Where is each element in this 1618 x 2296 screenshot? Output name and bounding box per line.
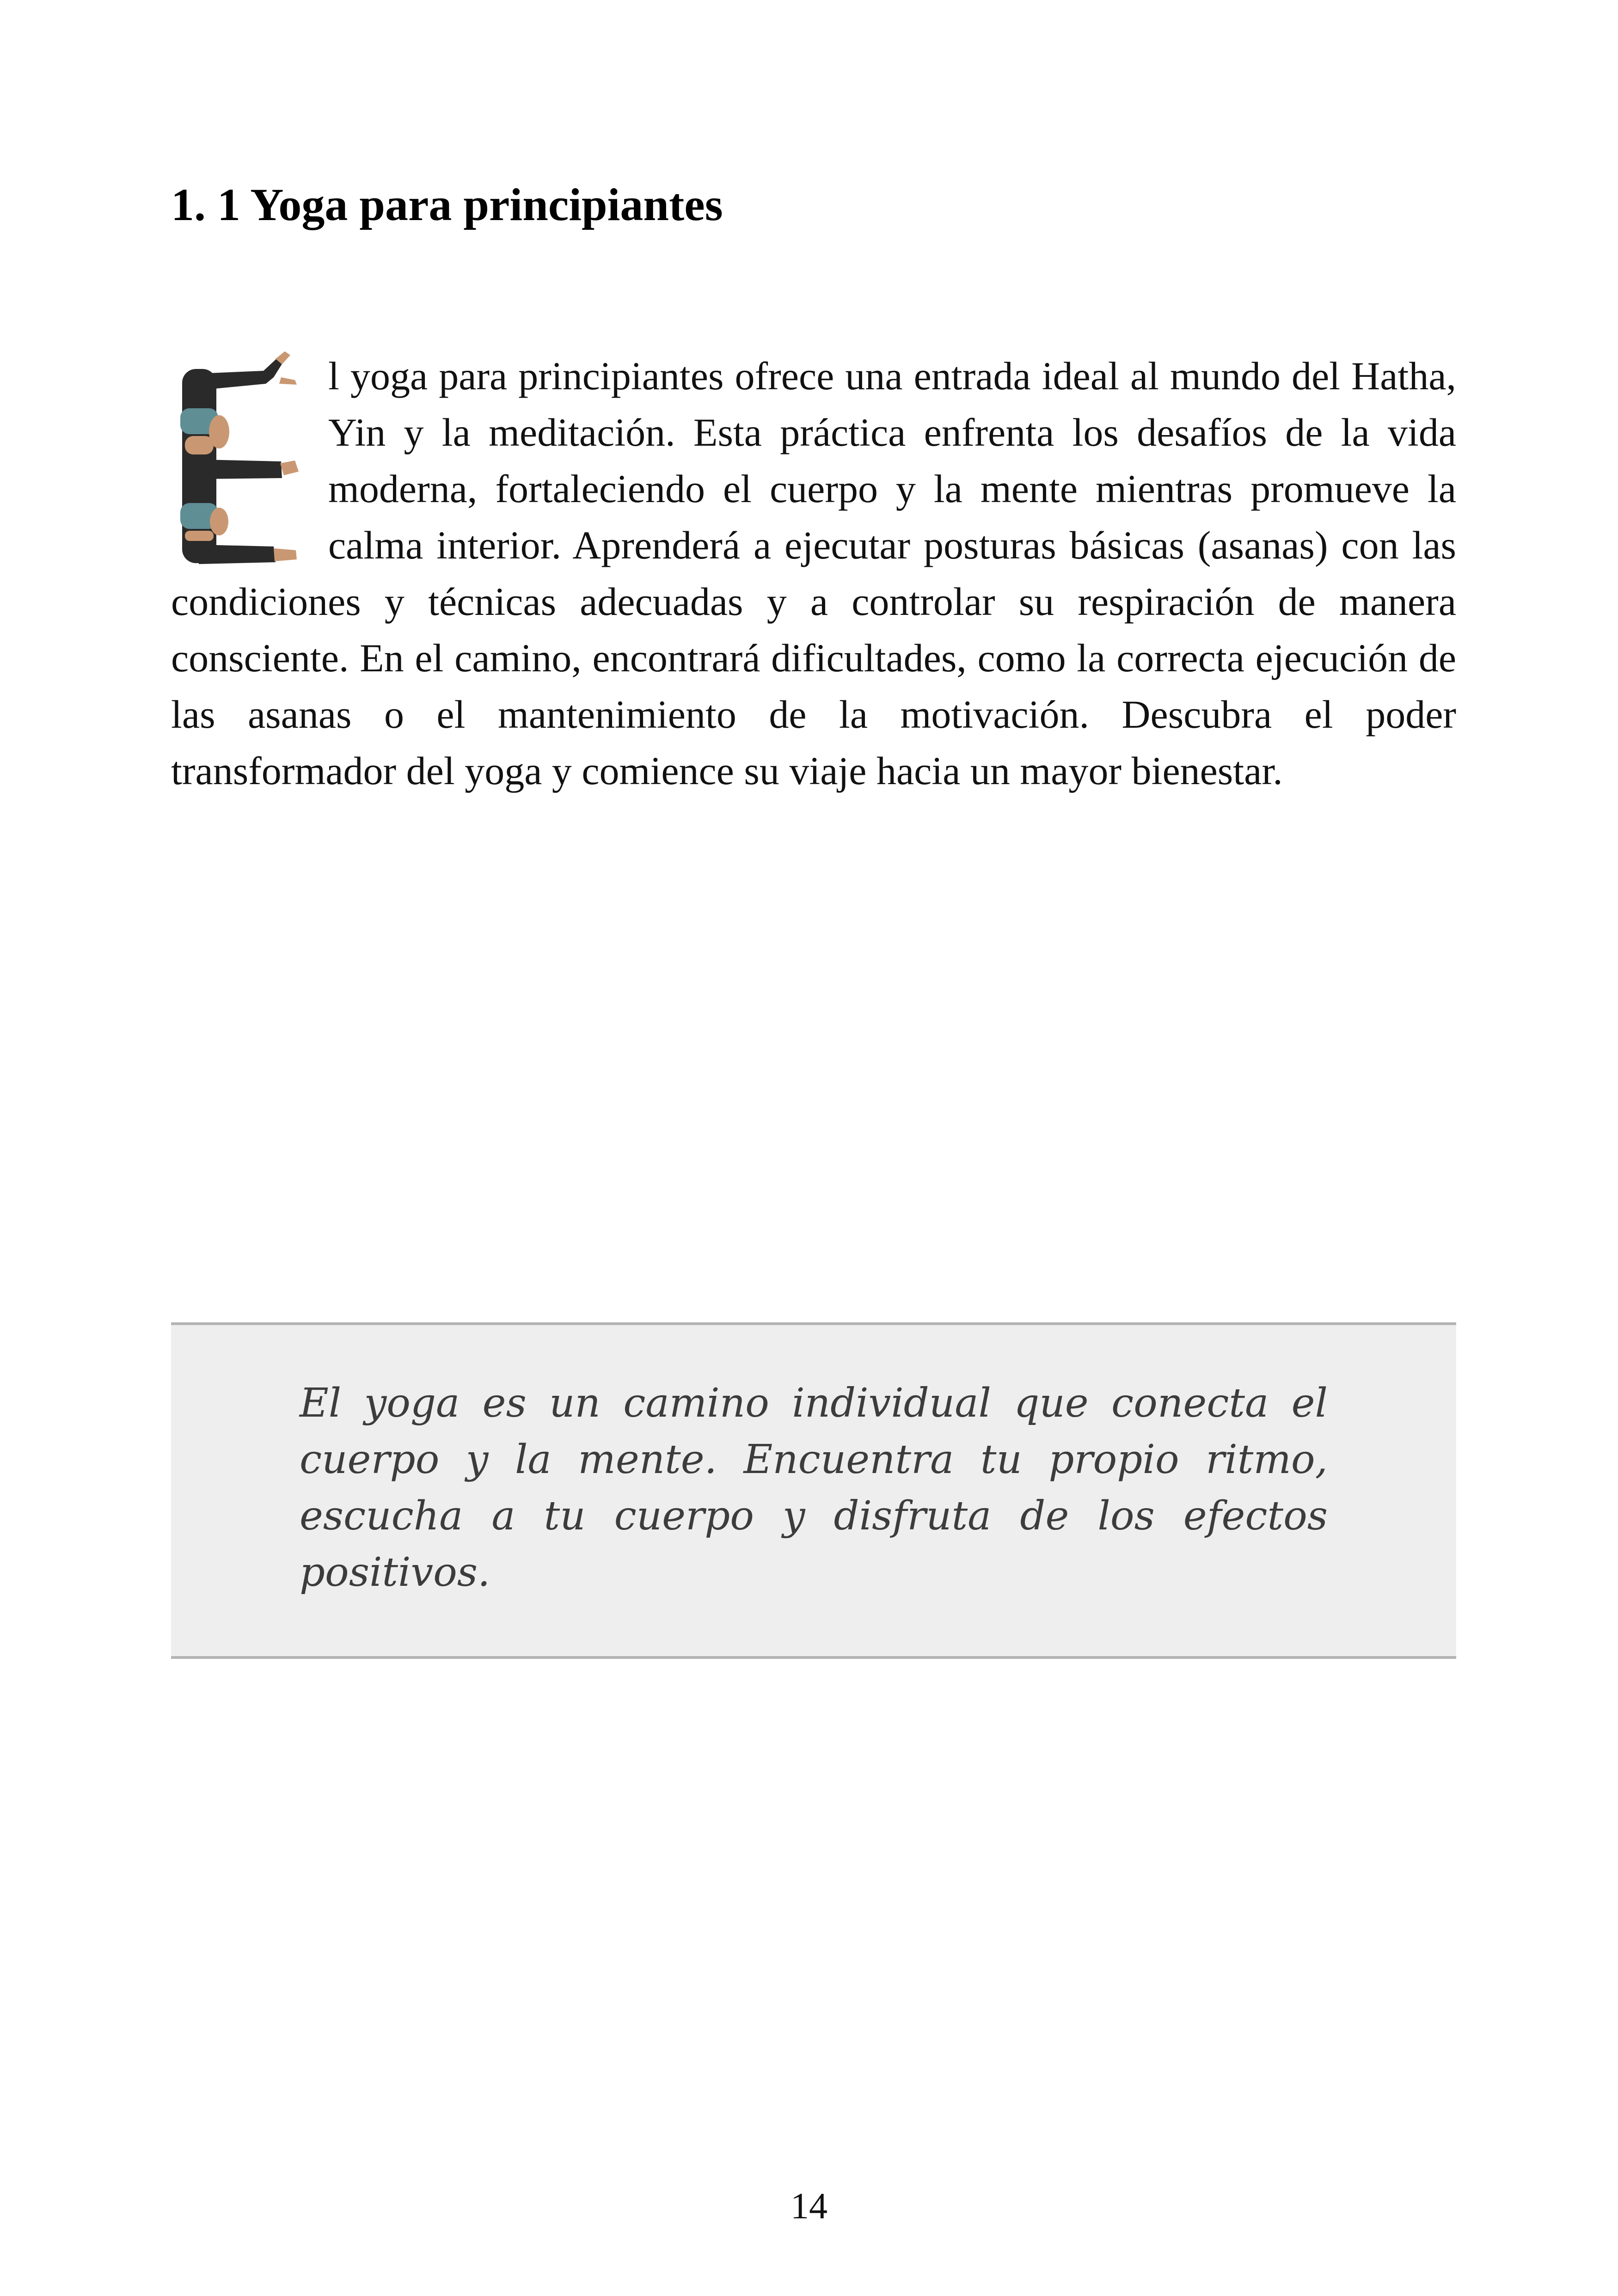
quote-box [171,1322,1456,1659]
quote-text: El yoga es un camino individual que conecta el cuerpo y la mente. Encuentra tu propio ritmo, escucha a tu cuerpo y disfruta de los efectos positivos. [300,1380,1328,1596]
intro-paragraph [171,348,1456,799]
section-heading: 1. 1 Yoga para principiantes [171,179,723,230]
page-number: 14 [791,2186,827,2227]
drop-cap-yoga-figures-icon [171,350,310,568]
intro-text: l yoga para principiantes ofrece una entrada ideal al mundo del Hatha, Yin y la meditación. Esta práctica enfrenta los desafíos de la vida moderna, fortaleciendo el cuerpo y la mente mientras promueve la calma interior. Aprenderá a ejecutar posturas básicas (asanas) con las condiciones y técnicas adecuadas y a controlar su respiración de manera consciente. En el camino, encontrará dificultades, como la correcta ejecución de las asanas o el mantenimiento de la motivación. Descubra el poder transformador del yoga y comience su viaje hacia un mayor bienestar. [171,354,1456,793]
